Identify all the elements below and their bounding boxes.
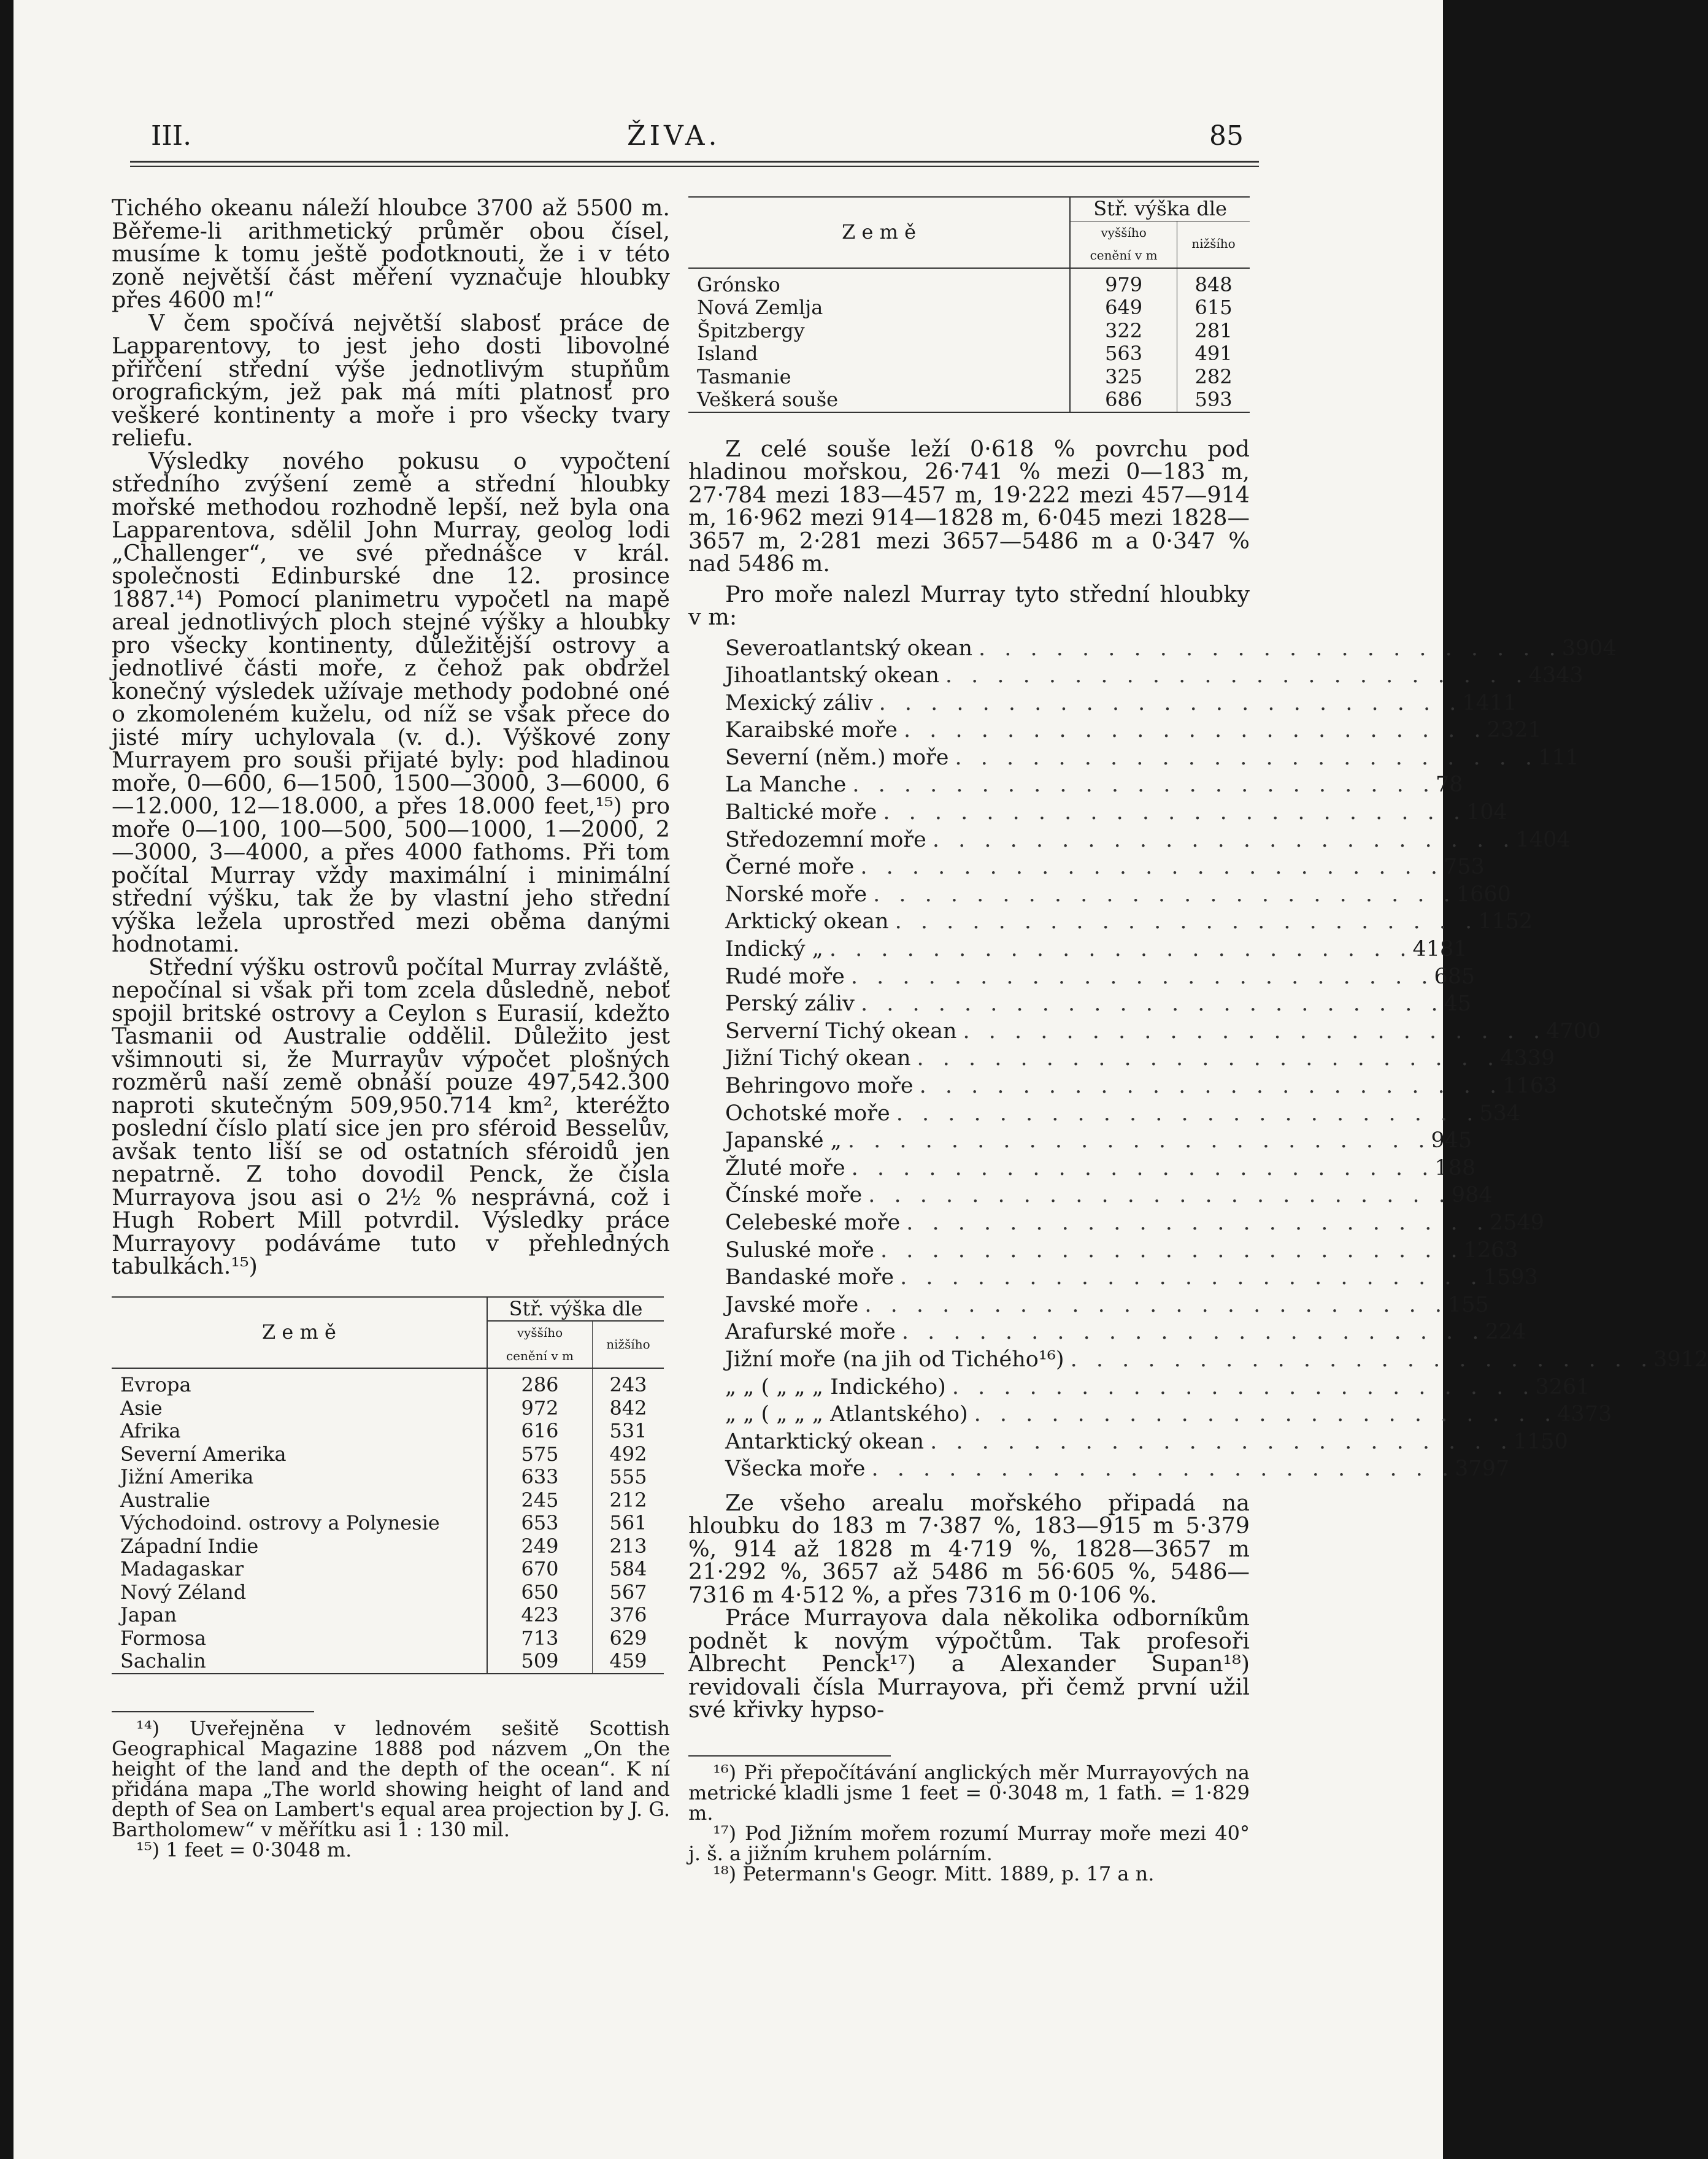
- col-vyska: Stř. výška dle: [1070, 197, 1250, 221]
- list-item: [725, 744, 1579, 772]
- table-row: [112, 1466, 664, 1489]
- footnote-rule: [112, 1711, 314, 1712]
- leader-dots: . . . . . . . . . . . . . . . . . . . . . . .: [883, 800, 1467, 825]
- leader-dots: . . . . . . . . . . . . . . . . . . . . . . .: [852, 772, 1436, 798]
- footnote: ¹⁶) Při přepočítávání anglických měr Murrayových na metrické kladli jsme 1 feet = 0·3048 m, 1 fath. = 1·829 m.: [688, 1760, 1250, 1825]
- sea-depth-value: 155: [1448, 1292, 1489, 1317]
- country-name: Nová Zemlja: [697, 296, 823, 319]
- table-row: [112, 1581, 664, 1604]
- country-name: Špitzbergy: [697, 318, 805, 342]
- country-name: Japan: [120, 1603, 177, 1626]
- leader-dots: . . . . . . . . . . . . . . . . . . . . . . .: [900, 1265, 1483, 1290]
- sea-depth-value: 1404: [1515, 827, 1571, 852]
- country-name: Tasmanie: [697, 364, 791, 388]
- paragraph: Z celé souše leží 0·618 % povrchu pod hladinou mořskou, 26·741 % mezi 0—183 m, 27·784 mezi 183—457 m, 19·222 mezi 457—914 m, 16·962 mezi 914—1828 m, 6·045 mezi 1828—3657 m, 2·281 mezi 3657—5486 m a 0·347 % nad 5486 m.: [688, 435, 1250, 577]
- sea-depth-list: [688, 635, 1708, 1483]
- value-higher: 653: [487, 1512, 592, 1535]
- country-name: Severní Amerika: [120, 1442, 287, 1466]
- col-unit: cenění v m: [1090, 248, 1158, 263]
- table-row: [112, 1443, 664, 1466]
- country-name: Východoind. ostrovy a Polynesie: [120, 1511, 440, 1534]
- leader-dots: . . . . . . . . . . . . . . . . . . . . . . .: [1070, 1347, 1654, 1372]
- value-higher: 649: [1070, 296, 1177, 320]
- country-name: Afrika: [120, 1419, 181, 1442]
- col-zeme: Z e m ě: [842, 220, 917, 244]
- col-zeme: Z e m ě: [262, 1320, 336, 1344]
- sea-depth-value: 1163: [1502, 1074, 1558, 1098]
- sea-depth-value: 4339: [1500, 1046, 1555, 1071]
- leader-dots: . . . . . . . . . . . . . . . . . . . . . . .: [903, 718, 1487, 743]
- value-lower: 282: [1177, 366, 1250, 389]
- value-higher: 650: [487, 1581, 592, 1604]
- sea-depth-value: 45: [1444, 991, 1472, 1017]
- value-higher: 245: [487, 1489, 592, 1512]
- country-name: Asie: [120, 1396, 163, 1420]
- table-row: [112, 1489, 664, 1512]
- sea-name: Mexický záliv: [725, 690, 873, 715]
- page-number: 85: [1209, 120, 1244, 152]
- sea-depth-value: 4373: [1557, 1402, 1612, 1427]
- value-higher: 616: [487, 1420, 592, 1443]
- value-higher: 563: [1070, 342, 1177, 366]
- running-header: [13, 120, 1443, 157]
- list-item: [725, 1455, 1510, 1483]
- list-item: [725, 1182, 1493, 1209]
- value-higher: 670: [487, 1558, 592, 1581]
- sea-depth-value: 1152: [1478, 909, 1533, 934]
- leader-dots: . . . . . . . . . . . . . . . . . . . . . . .: [932, 827, 1516, 852]
- leader-dots: . . . . . . . . . . . . . . . . . . . . . . .: [879, 690, 1463, 715]
- list-item: [725, 881, 1511, 909]
- sea-name: „ „ ( „ „ „ Atlantského): [725, 1402, 968, 1427]
- sea-depth-value: 1150: [1513, 1429, 1568, 1454]
- sea-depth-value: 1263: [1463, 1237, 1518, 1263]
- sea-name: Suluské moře: [725, 1237, 874, 1263]
- leader-dots: . . . . . . . . . . . . . . . . . . . . . . .: [952, 1374, 1536, 1399]
- value-lower: 376: [592, 1604, 664, 1627]
- country-name: Formosa: [120, 1626, 207, 1650]
- list-item: [725, 1100, 1521, 1128]
- leader-dots: . . . . . . . . . . . . . . . . . . . . . . .: [868, 1183, 1452, 1208]
- table-header: [112, 1297, 664, 1322]
- leader-dots: . . . . . . . . . . . . . . . . . . . . . . .: [871, 1457, 1455, 1482]
- country-name: Jižní Amerika: [120, 1465, 254, 1488]
- country-name: Veškerá souše: [697, 388, 839, 411]
- sea-name: Jižní moře (na jih od Tichého¹⁶): [725, 1347, 1064, 1372]
- paragraph: Střední výšku ostrovů počítal Murray zvláště, nepočínal si však při tom zcela důsledně, neboť spojil britské ostrovy a Ceylon s Eurasií, kdežto Tasmanii od Australie oddělil. Důležito jest všimnouti si, že Murrayův výpočet plošných rozměrů naší země obnáší pouze 497,542.300 naproti skutečným 509,950.714 km², kteréžto poslední číslo platí sice jen pro sféroid Besselův, avšak tento liší se od ostatních sféroidů jen nepatrně. Z toho dovodil Penck, že čísla Murrayova jsou asi o 2½ % nesprávná, což i Hugh Robert Mill potvrdil. Výsledky práce Murrayovy podáváme tuto v přehledných tabulkách.¹⁵): [112, 953, 670, 1279]
- sea-depth-value: 1593: [1483, 1265, 1538, 1290]
- volume-number: III.: [151, 120, 192, 152]
- sea-name: Jižní Tichý okean: [725, 1046, 911, 1071]
- paragraph: Práce Murrayova dala několika odborníkům podnět k novým výpočtům. Tak profesoři Albrecht Penck¹⁷) a Alexander Supan¹⁸) revidovali čísla Murrayova, při čemž první užil své křivky hypso-: [688, 1604, 1250, 1723]
- sea-name: Indický „: [725, 937, 823, 962]
- sea-depth-value: 4343: [1528, 663, 1583, 688]
- sea-name: Rudé moře: [725, 964, 845, 989]
- footnote: ¹⁵) 1 feet = 0·3048 m.: [136, 1838, 352, 1861]
- table-row: [688, 320, 1250, 343]
- list-item: [725, 1072, 1558, 1100]
- value-higher: 423: [487, 1604, 592, 1627]
- col-vyssiho: vyššího: [517, 1325, 563, 1340]
- table-row: [688, 342, 1250, 366]
- value-lower: 212: [592, 1489, 664, 1512]
- value-lower: 593: [1177, 388, 1250, 412]
- sea-depth-value: 3261: [1535, 1374, 1590, 1399]
- value-higher: 325: [1070, 366, 1177, 389]
- sea-name: „ „ ( „ „ „ Indického): [725, 1374, 946, 1399]
- table-row: [112, 1558, 664, 1581]
- list-item: [725, 1018, 1601, 1045]
- country-name: Madagaskar: [120, 1557, 244, 1580]
- table-row: [112, 1604, 664, 1627]
- list-item: [725, 717, 1542, 744]
- table-row: [112, 1512, 664, 1535]
- table-row: [688, 366, 1250, 389]
- list-item: [725, 1209, 1544, 1237]
- value-lower: 531: [592, 1420, 664, 1443]
- page: [13, 0, 1708, 2159]
- sea-depth-value: 224: [1485, 1320, 1526, 1345]
- leader-dots: . . . . . . . . . . . . . . . . . . . . . . .: [873, 882, 1456, 907]
- list-item: [725, 1045, 1555, 1072]
- list-title: Pro moře nalezl Murray tyto střední hloubky v m:: [688, 580, 1250, 630]
- list-item: [725, 853, 1485, 881]
- sea-depth-value: 1660: [1456, 882, 1511, 907]
- list-item: [725, 1237, 1518, 1264]
- col-nizsiho: nižšího: [592, 1321, 664, 1368]
- table-row: [112, 1627, 664, 1650]
- value-higher: 249: [487, 1535, 592, 1558]
- right-column: [688, 196, 1708, 1885]
- country-name: Grónsko: [697, 272, 780, 296]
- leader-dots: . . . . . . . . . . . . . . . . . . . . . . .: [880, 1237, 1464, 1263]
- value-lower: 555: [592, 1466, 664, 1489]
- value-higher: 972: [487, 1397, 592, 1420]
- sea-name: Čínské moře: [725, 1183, 863, 1208]
- country-name: Island: [697, 342, 758, 365]
- value-higher: 575: [487, 1443, 592, 1466]
- paragraph: V čem spočívá největší slabosť práce de Lapparentovy, to jest jeho dosti libovolné přiřčení střední výše jednotlivým stupňům orografickým, jež pak má míti platnosť pro veškeré kontinenty a moře i pro všecky tvary reliefu.: [112, 309, 670, 451]
- sea-name: Středozemní moře: [725, 827, 926, 852]
- leader-dots: . . . . . . . . . . . . . . . . . . . . . . .: [829, 937, 1413, 962]
- sea-name: Karaibské moře: [725, 718, 898, 743]
- footnote: ¹⁷) Pod Jižním mořem rozumí Murray moře mezi 40° j. š. a jižním kruhem polárním.: [688, 1821, 1250, 1865]
- value-lower: 842: [592, 1397, 664, 1420]
- sea-depth-value: 4700: [1546, 1018, 1601, 1044]
- journal-title: ŽIVA.: [627, 120, 721, 152]
- sea-depth-value: 3904: [1561, 636, 1617, 661]
- sea-depth-value: 3797: [1455, 1457, 1510, 1482]
- table-row: [688, 388, 1250, 412]
- leader-dots: . . . . . . . . . . . . . . . . . . . . . . .: [860, 991, 1444, 1017]
- header-rule: [130, 161, 1259, 163]
- country-name: Sachalin: [120, 1649, 206, 1672]
- sea-name: Arafurské moře: [725, 1320, 896, 1345]
- sea-depth-value: 1411: [1462, 690, 1517, 715]
- leader-dots: . . . . . . . . . . . . . . . . . . . . . . .: [917, 1046, 1501, 1071]
- leader-dots: . . . . . . . . . . . . . . . . . . . . . . .: [906, 1210, 1490, 1235]
- sea-depth-value: 2549: [1489, 1210, 1544, 1235]
- col-vyssiho: vyššího: [1101, 225, 1147, 240]
- sea-depth-value: 984: [1451, 1183, 1493, 1208]
- table-row: [112, 1368, 664, 1397]
- value-lower: 629: [592, 1627, 664, 1650]
- value-lower: 567: [592, 1581, 664, 1604]
- value-higher: 713: [487, 1627, 592, 1650]
- value-lower: 213: [592, 1535, 664, 1558]
- value-lower: 491: [1177, 342, 1250, 366]
- land-heights-table: [112, 1296, 664, 1674]
- list-item: [725, 635, 1617, 663]
- sea-depth-value: 4181: [1412, 937, 1468, 962]
- list-item: [725, 690, 1517, 717]
- sea-depth-value: 3912: [1653, 1347, 1708, 1372]
- sea-name: Žluté moře: [725, 1155, 845, 1180]
- sea-name: Jihoatlantský okean: [725, 663, 939, 688]
- table-row: [112, 1420, 664, 1443]
- paragraph: Ze všeho arealu mořského připadá na hloubku do 183 m 7·387 %, 183—915 m 5·379 %, 914 až 1828 m 4·719 %, 1828—3657 m 21·292 %, 3657 až 5486 m 56·605 %, 5486—7316 m 4·512 %, a přes 7316 m 0·106 %.: [688, 1489, 1250, 1608]
- left-column: [112, 196, 670, 1860]
- leader-dots: . . . . . . . . . . . . . . . . . . . . . . .: [945, 663, 1529, 688]
- table-row: [112, 1535, 664, 1558]
- leader-dots: . . . . . . . . . . . . . . . . . . . . . . .: [979, 636, 1562, 661]
- paragraph: Výsledky nového pokusu o vypočtení středního zvýšení země a střední hloubky mořské methodou rozhodně lepší, než byla ona Lapparentova, sdělil John Murray, geolog lodi „Challenger“, ve své přednášce v král. společnosti Edinburské dne 12. prosince 1887.¹⁴) Pomocí planimetru vypočetl na mapě areal jednotlivých ploch stejné výšky a hloubky pro všecky kontinenty, důležitější ostrovy a jednotlivé části moře, z čehož pak obdržel konečný výsledek užívaje methody podobné oné o zkomoleném kuželu, od níž se však přece do jisté míry uchylovala (v. d.). Výškové zony Murrayem pro souši přijaté byly: pod hladinou moře, 0—600, 6—1500, 1500—3000, 3—6000, 6—12.000, 12—18.000, a přes 18.000 feet,¹⁵) pro moře 0—100, 100—500, 500—1000, 1—2000, 2—3000, 3—4000, a přes 4000 fathoms. Při tom počítal Murray vždy maximální i minimální střední výšku, tak že by vlastní jeho střední výška ležela uprostřed mezi oběma danými hodnotami.: [112, 447, 670, 957]
- leader-dots: . . . . . . . . . . . . . . . . . . . . . . .: [963, 1018, 1547, 1044]
- sea-name: Severoatlantský okean: [725, 636, 973, 661]
- header-rule-2: [130, 166, 1259, 167]
- value-lower: 492: [592, 1443, 664, 1466]
- country-name: Evropa: [120, 1373, 191, 1396]
- list-item: [725, 1401, 1612, 1428]
- table-row: [112, 1397, 664, 1420]
- list-item: [725, 908, 1533, 936]
- country-name: Australie: [120, 1488, 210, 1512]
- leader-dots: . . . . . . . . . . . . . . . . . . . . . . .: [851, 1155, 1435, 1180]
- value-higher: 979: [1070, 268, 1177, 297]
- list-item: [725, 936, 1468, 963]
- value-lower: 281: [1177, 320, 1250, 343]
- sea-depth-value: 78: [1436, 772, 1463, 798]
- value-higher: 509: [487, 1650, 592, 1674]
- table-row: [688, 296, 1250, 320]
- leader-dots: . . . . . . . . . . . . . . . . . . . . . . .: [864, 1292, 1448, 1317]
- value-higher: 286: [487, 1368, 592, 1397]
- sea-name: Celebeské moře: [725, 1210, 901, 1235]
- list-item: [725, 1374, 1590, 1401]
- leader-dots: . . . . . . . . . . . . . . . . . . . . . . .: [894, 909, 1479, 934]
- islands-heights-table: [688, 196, 1250, 413]
- sea-depth-value: 534: [1479, 1101, 1521, 1126]
- col-unit: cenění v m: [506, 1348, 574, 1363]
- value-higher: 686: [1070, 388, 1177, 412]
- list-item: [725, 1318, 1526, 1346]
- sea-name: Japanské „: [725, 1128, 842, 1153]
- table-row: [112, 1650, 664, 1674]
- col-vyska: Stř. výška dle: [487, 1297, 664, 1322]
- leader-dots: . . . . . . . . . . . . . . . . . . . . . . .: [850, 964, 1434, 989]
- list-item: [725, 799, 1507, 826]
- sea-depth-value: 685: [1434, 964, 1475, 989]
- col-nizsiho: nižšího: [1177, 221, 1250, 268]
- value-higher: 633: [487, 1466, 592, 1489]
- sea-depth-value: 111: [1538, 745, 1579, 770]
- value-lower: 584: [592, 1558, 664, 1581]
- sea-depth-value: 945: [1431, 1128, 1472, 1153]
- sea-name: Bandaské moře: [725, 1265, 894, 1290]
- value-lower: 615: [1177, 296, 1250, 320]
- sea-depth-value: 188: [1434, 1155, 1476, 1180]
- sea-name: Baltické moře: [725, 800, 877, 825]
- value-lower: 848: [1177, 268, 1250, 297]
- leader-dots: . . . . . . . . . . . . . . . . . . . . . . .: [955, 745, 1539, 770]
- paragraph: Tichého okeanu náleží hloubce 3700 až 5500 m. Běřeme-li arithmetický průměr obou čísel, musíme k tomu ještě podotknouti, že i v této zoně největší část měření vyznačuje hloubky přes 4600 m!“: [112, 194, 670, 313]
- sea-name: Serverní Tichý okean: [725, 1018, 957, 1044]
- sea-name: Perský záliv: [725, 991, 855, 1017]
- leader-dots: . . . . . . . . . . . . . . . . . . . . . . .: [974, 1402, 1558, 1427]
- list-item: [725, 1346, 1708, 1374]
- list-item: [725, 662, 1583, 690]
- sea-depth-value: 104: [1466, 800, 1507, 825]
- sea-name: Arktický okean: [725, 909, 889, 934]
- sea-name: Všecka moře: [725, 1457, 866, 1482]
- leader-dots: . . . . . . . . . . . . . . . . . . . . . . .: [919, 1074, 1503, 1098]
- footnote-rule: [688, 1755, 891, 1757]
- country-name: Nový Zéland: [120, 1580, 247, 1604]
- list-item: [725, 1291, 1489, 1319]
- list-item: [725, 1428, 1568, 1456]
- sea-name: La Manche: [725, 772, 847, 798]
- sea-name: Ochotské moře: [725, 1101, 890, 1126]
- table-row: [688, 268, 1250, 297]
- leader-dots: . . . . . . . . . . . . . . . . . . . . . . .: [860, 855, 1444, 880]
- value-lower: 243: [592, 1368, 664, 1397]
- value-lower: 561: [592, 1512, 664, 1535]
- sea-name: Javské moře: [725, 1292, 859, 1317]
- list-item: [725, 1155, 1476, 1182]
- value-lower: 459: [592, 1650, 664, 1674]
- leader-dots: . . . . . . . . . . . . . . . . . . . . . . .: [896, 1101, 1480, 1126]
- list-item: [725, 1127, 1472, 1155]
- list-item: [725, 771, 1463, 799]
- footnote: ¹⁸) Petermann's Geogr. Mitt. 1889, p. 17 a n.: [713, 1861, 1155, 1885]
- sea-name: Severní (něm.) moře: [725, 745, 949, 770]
- list-item: [725, 826, 1571, 854]
- list-item: [725, 1264, 1538, 1291]
- footnote: ¹⁴) Uveřejněna v lednovém sešitě Scottish Geographical Magazine 1888 pod názvem „On the height of the land and the depth of the ocean“. K ní přidána mapa „The world showing height of land and depth of Sea on Lambert's equal area projection by J. G. Bartholomew“ v měřítku asi 1 : 130 mil.: [112, 1716, 670, 1841]
- leader-dots: . . . . . . . . . . . . . . . . . . . . . . .: [901, 1320, 1485, 1345]
- sea-depth-value: 2321: [1487, 718, 1542, 743]
- country-name: Západní Indie: [120, 1534, 259, 1558]
- list-item: [725, 990, 1472, 1018]
- sea-name: Norské moře: [725, 882, 867, 907]
- value-higher: 322: [1070, 320, 1177, 343]
- leader-dots: . . . . . . . . . . . . . . . . . . . . . . .: [847, 1128, 1431, 1153]
- leader-dots: . . . . . . . . . . . . . . . . . . . . . . .: [930, 1429, 1514, 1454]
- list-item: [725, 963, 1475, 991]
- sea-depth-value: 753: [1443, 855, 1485, 880]
- sea-name: Behringovo moře: [725, 1074, 914, 1098]
- sea-name: Černé moře: [725, 855, 855, 880]
- sea-name: Antarktický okean: [725, 1429, 925, 1454]
